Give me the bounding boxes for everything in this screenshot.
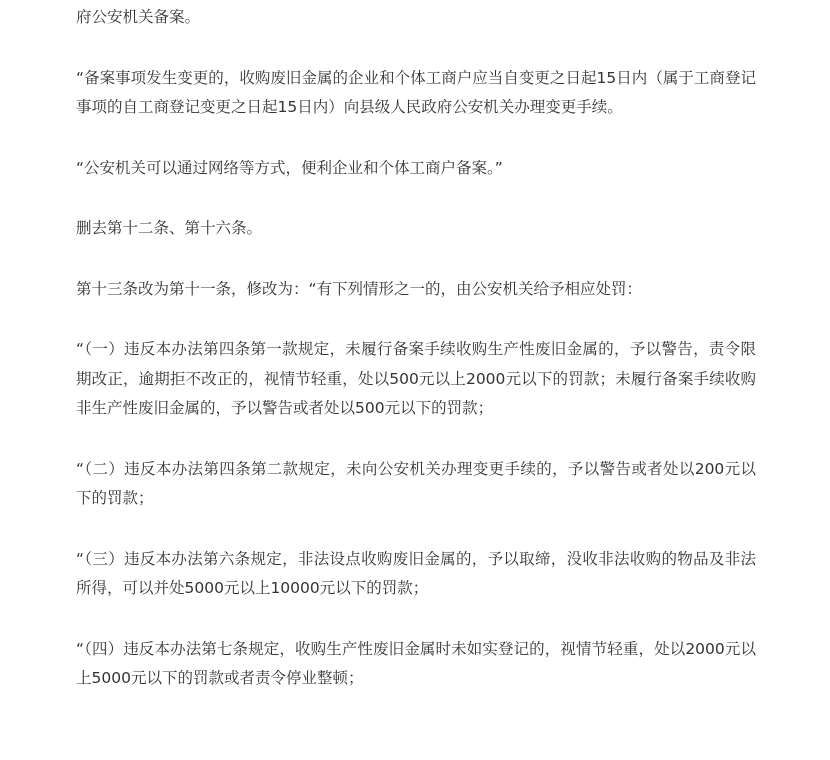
- paragraph-4: 删去第十二条、第十六条。: [76, 219, 263, 237]
- paragraph-2: “备案事项发生变更的，收购废旧金属的企业和个体工商户应当自变更之日起15日内（属于工商登记事项的自工商登记变更之日起15日内）向县级人民政府公安机关办理变更手续。: [76, 68, 756, 116]
- paragraph-9: “（四）违反本办法第七条规定，收购生产性废旧金属时未如实登记的，视情节轻重，处以2000元以上5000元以下的罚款或者责令停业整顿；: [76, 639, 756, 687]
- paragraph-5: 第十三条改为第十一条，修改为：“有下列情形之一的，由公安机关给予相应处罚：: [76, 279, 643, 298]
- paragraph-8: “（三）违反本办法第六条规定，非法设点收购废旧金属的，予以取缔，没收非法收购的物品及非法所得，可以并处5000元以上10000元以下的罚款；: [76, 549, 756, 597]
- paragraph-6: “（一）违反本办法第四条第一款规定，未履行备案手续收购生产性废旧金属的，予以警告，责令限期改正，逾期拒不改正的，视情节轻重，处以500元以上2000元以下的罚款；未履行备案手续收购非生产性废旧金属的，予以警告或者处以500元以下的罚款；: [76, 340, 756, 417]
- paragraph-3: “公安机关可以通过网络等方式，便利企业和个体工商户备案。”: [76, 158, 503, 177]
- paragraph-1: 府公安机关备案。: [76, 8, 201, 26]
- paragraph-7: “（二）违反本办法第四条第二款规定，未向公安机关办理变更手续的，予以警告或者处以200元以下的罚款；: [76, 459, 756, 507]
- document-body: [76, 0, 756, 725]
